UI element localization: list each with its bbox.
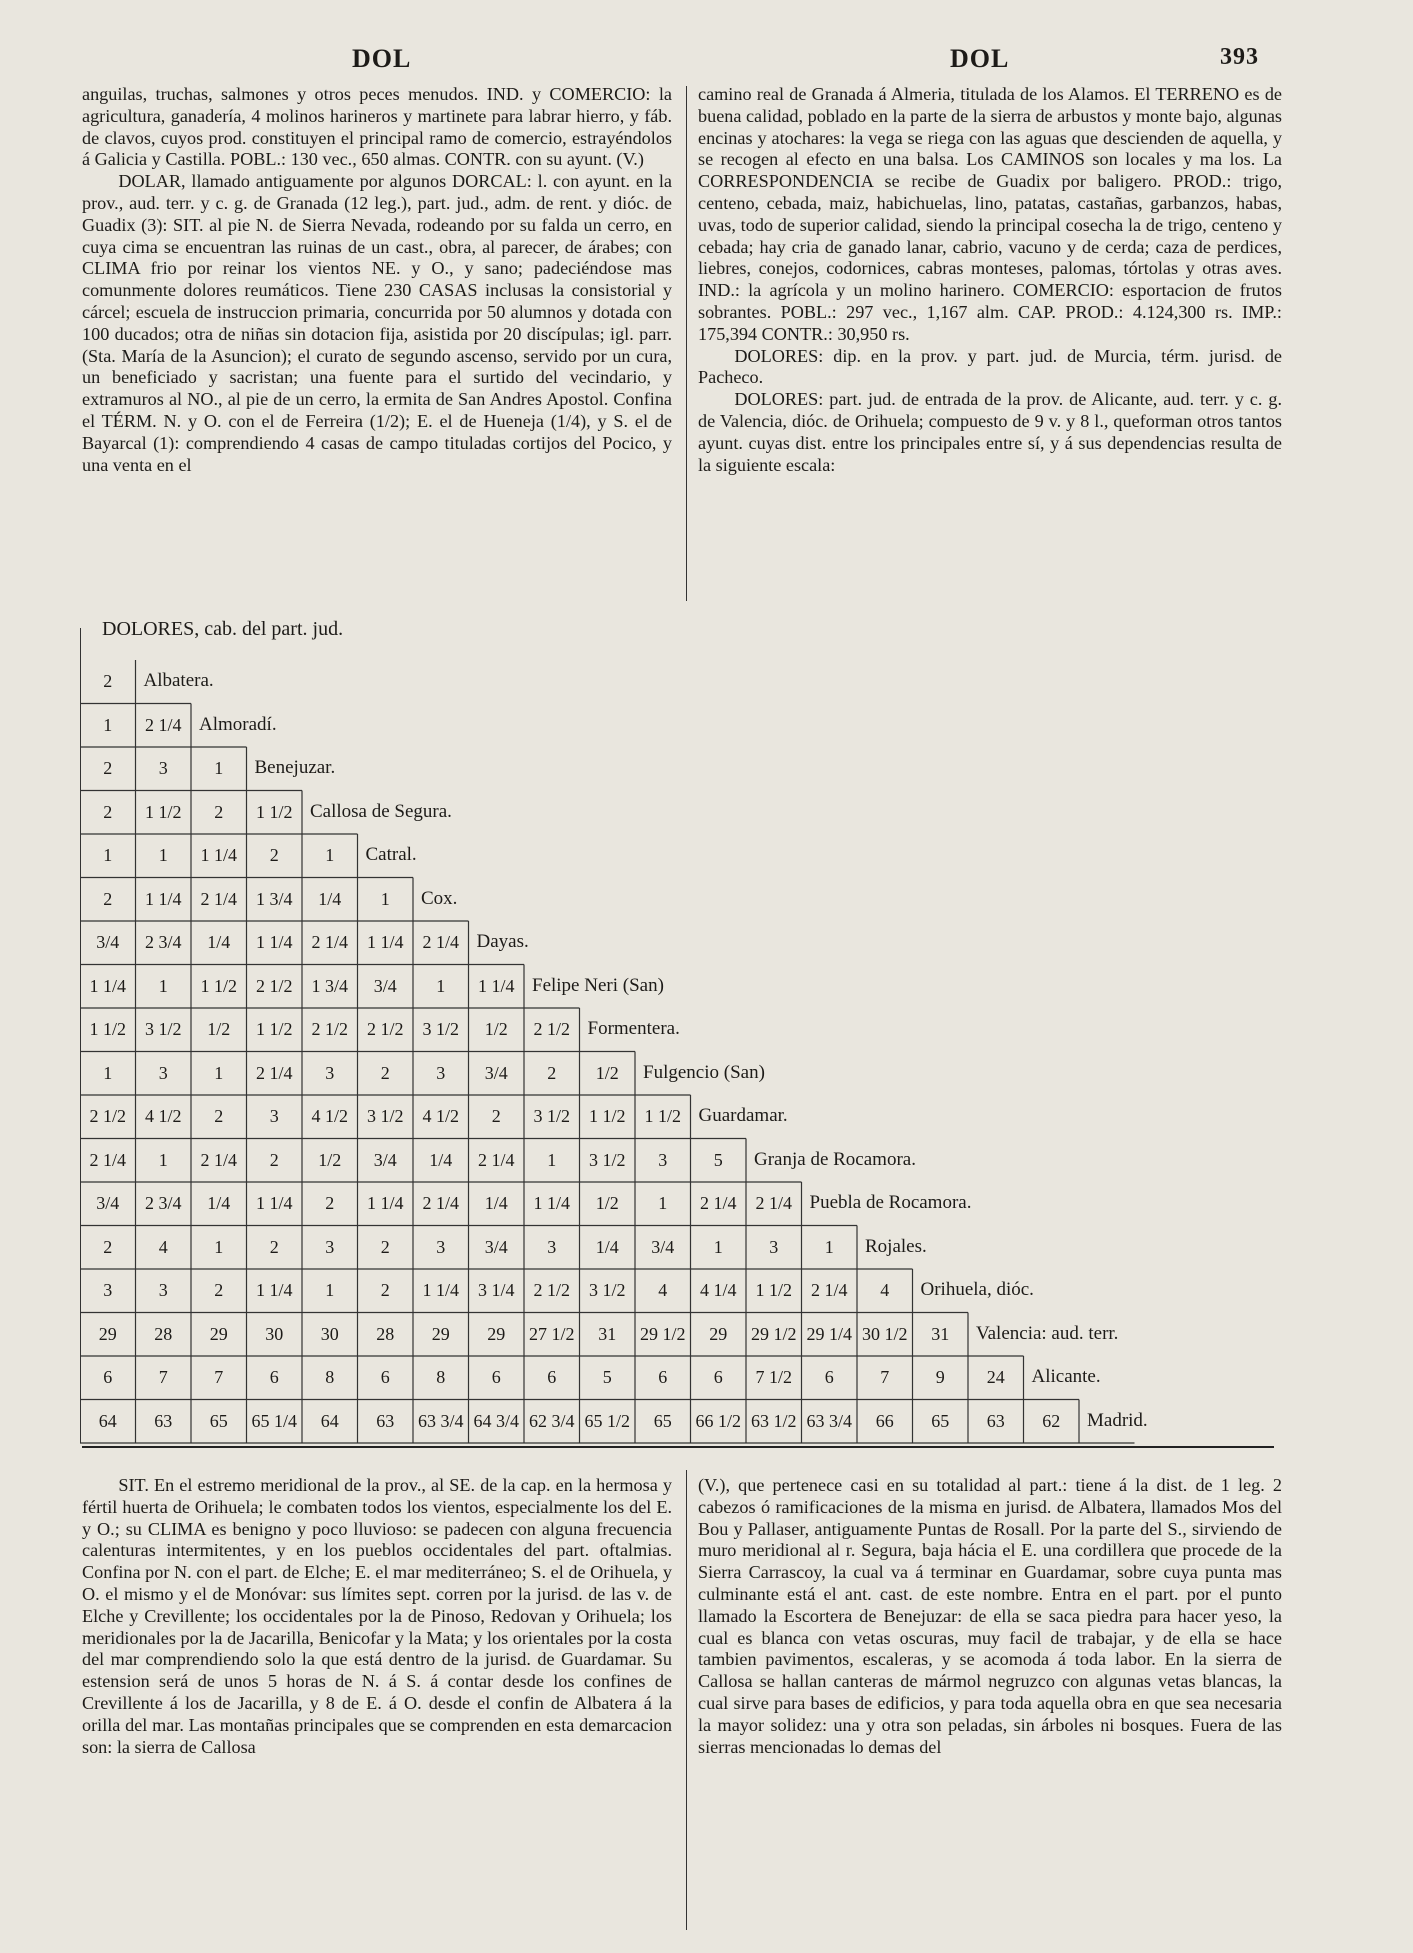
distance-cell: 28: [154, 1323, 173, 1344]
distance-row-label: Guardamar.: [698, 1105, 788, 1126]
distance-cell: 3 1/2: [588, 1149, 626, 1170]
distance-cell: 64 3/4: [473, 1410, 519, 1431]
distance-cell: 64: [320, 1410, 339, 1431]
distance-table-title: DOLORES, cab. del part. jud.: [102, 618, 344, 640]
distance-row-label: Almoradí.: [199, 713, 277, 735]
distance-cell: 1 1/4: [255, 932, 293, 952]
distance-cell: 1: [547, 1149, 557, 1170]
distance-cell: 5: [713, 1149, 723, 1170]
distance-cell: 3: [769, 1236, 779, 1257]
distance-cell: 1/2: [207, 1019, 231, 1039]
distance-cell: 2 1/4: [477, 1149, 515, 1170]
distance-cell: 3: [269, 1106, 279, 1126]
distance-cell: 2: [269, 1236, 279, 1257]
distance-cell: 3 1/2: [366, 1106, 404, 1126]
distance-cell: 30 1/2: [861, 1323, 908, 1344]
distance-row-label: Granja de Rocamora.: [754, 1148, 916, 1170]
distance-cell: 2: [103, 758, 113, 778]
distance-cell: 1 1/4: [422, 1280, 459, 1300]
distance-cell: 29 1/2: [639, 1323, 686, 1344]
paragraph: SIT. En el estremo meridional de la prov., al SE. de la cap. en la hermosa y fértil huerta de Orihuela; le combaten todos los vientos, especialmente los del E. y O.; su CLIMA es benigno y poco lluvioso: se padecen con alguna frecuencia calenturas intermitentes, y en los pueblos occidentales del part. oftalmias. Confina por N. con el part. de Elche; E. el mar mediterráneo; S. el de Orihuela, y O. el mismo y el de Monóvar: sus límites sept. corren por la jurisd. de las v. de Elche y Crevillente; los occidentales por la de Pinoso, Redovan y Orihuela; los meridionales por la de Jacarilla, Benicofar y la Mata; y los orientales por la costa del mar comprendiendo solo la que está dentro de la jurisd. de Guardamar. Su estension será de unos 5 horas de N. á S. á contar desde los confines de Crevillente á los de Jacarilla, y 8 de E. á O. desde el confin de Albatera á la orilla del mar. Las montañas principales que se comprenden en esta demarcacion son: la sierra de Callosa: [82, 1475, 672, 1757]
distance-cell: 2 1/2: [533, 1019, 570, 1039]
distance-cell: 65 1/2: [584, 1410, 630, 1431]
distance-cell: 1: [103, 1062, 113, 1083]
distance-cell: 4 1/2: [311, 1106, 348, 1126]
distance-cell: 7: [158, 1367, 168, 1387]
distance-cell: 63: [376, 1410, 395, 1431]
distance-cell: 24: [986, 1367, 1005, 1387]
distance-cell: 65: [209, 1410, 228, 1431]
distance-cell: 1 1/2: [588, 1106, 626, 1126]
distance-cell: 2: [380, 1280, 390, 1300]
column-divider: [686, 86, 687, 601]
distance-cell: 1 1/4: [89, 975, 126, 996]
distance-cell: 1 1/4: [533, 1193, 570, 1213]
distance-cell: 3: [325, 1062, 335, 1083]
distance-cell: 4 1/2: [144, 1106, 182, 1126]
distance-cell: 2 1/4: [755, 1193, 792, 1213]
distance-cell: 1: [158, 1149, 168, 1170]
distance-row-label: Rojales.: [865, 1235, 927, 1257]
distance-cell: 2 1/4: [311, 932, 348, 952]
distance-cell: 2 1/4: [144, 714, 182, 735]
distance-cell: 6: [103, 1367, 113, 1387]
distance-row-label: Alicante.: [1031, 1366, 1101, 1387]
distance-cell: 30: [265, 1323, 284, 1344]
distance-cell: 2: [103, 1236, 113, 1257]
distance-cell: 4: [158, 1236, 168, 1257]
distance-cell: 6: [269, 1367, 279, 1387]
distance-cell: 8: [325, 1367, 335, 1387]
distance-cell: 3/4: [484, 1236, 508, 1257]
distance-row-label: Fulgencio (San): [643, 1061, 765, 1083]
distance-cell: 31: [931, 1323, 950, 1344]
distance-cell: 3: [158, 1280, 168, 1300]
distance-row-label: Catral.: [365, 844, 417, 865]
distance-cell: 6: [547, 1367, 557, 1387]
column-bottom-left: [82, 1475, 672, 1758]
column-top-left: [82, 84, 672, 476]
distance-cell: 7 1/2: [755, 1367, 792, 1387]
distance-cell: 28: [376, 1323, 395, 1344]
distance-cell: 29: [209, 1323, 228, 1344]
distance-cell: 3 1/4: [477, 1280, 515, 1300]
distance-cell: 3/4: [373, 975, 397, 996]
distance-cell: 2: [214, 1280, 224, 1300]
distance-cell: 7: [214, 1367, 224, 1387]
distance-cell: 3: [103, 1280, 113, 1300]
paragraph: anguilas, truchas, salmones y otros peces menudos. IND. y COMERCIO: la agricultura, ganadería, 4 molinos harineros y martinete para labrar hierro, y fáb. de clavos, cuyos prod. constituyen el principal ramo de comercio, estrayéndolos á Galicia y Castilla. POBL.: 130 vec., 650 almas. CONTR. con su ayunt. (V.): [82, 84, 672, 170]
distance-cell: 3/4: [484, 1062, 508, 1083]
distance-cell: 1: [214, 1236, 224, 1257]
distance-cell: 2 1/4: [422, 932, 459, 952]
distance-cell: 3/4: [651, 1236, 675, 1257]
distance-cell: 3: [325, 1236, 335, 1257]
distance-cell: 1: [436, 975, 446, 996]
distance-cell: 65: [931, 1410, 950, 1431]
distance-cell: 1/4: [318, 888, 342, 909]
distance-cell: 66 1/2: [695, 1410, 741, 1431]
distance-cell: 1/4: [207, 1193, 231, 1213]
distance-row-label: Orihuela, dióc.: [920, 1279, 1034, 1300]
distance-row-label: Formentera.: [587, 1018, 680, 1039]
distance-cell: 1 1/4: [477, 975, 515, 996]
distance-cell: 63: [154, 1410, 173, 1431]
distance-row-label: Valencia: aud. terr.: [976, 1322, 1119, 1344]
distance-cell: 2 1/4: [699, 1193, 737, 1213]
distance-row-label: Benejuzar.: [254, 757, 336, 778]
distance-cell: 1 1/4: [366, 932, 404, 952]
distance-cell: 2 1/4: [810, 1280, 848, 1300]
distance-row-label: Madrid.: [1087, 1409, 1148, 1431]
distance-cell: 1/2: [595, 1062, 619, 1083]
distance-cell: 1/2: [318, 1149, 342, 1170]
distance-cell: 1: [325, 845, 335, 865]
distance-cell: 3 1/2: [422, 1019, 459, 1039]
distance-cell: 2 1/4: [89, 1149, 126, 1170]
distance-cell: 1: [103, 845, 113, 865]
distance-cell: 29 1/2: [750, 1323, 797, 1344]
distance-row-label: Callosa de Segura.: [310, 800, 452, 822]
distance-cell: 2 1/2: [366, 1019, 404, 1039]
distance-cell: 2 3/4: [144, 1193, 182, 1213]
distance-cell: 1 3/4: [311, 975, 348, 996]
distance-cell: 5: [602, 1367, 612, 1387]
distance-cell: 66: [875, 1410, 894, 1431]
distance-cell: 1 1/2: [255, 1019, 293, 1039]
distance-cell: 3 1/2: [588, 1280, 626, 1300]
distance-cell: 1/2: [484, 1019, 508, 1039]
distance-cell: 29: [709, 1323, 728, 1344]
distance-cell: 63 3/4: [806, 1410, 852, 1431]
distance-cell: 2 1/4: [422, 1193, 459, 1213]
distance-cell: 2 1/4: [200, 888, 237, 909]
distance-cell: 1/4: [484, 1193, 508, 1213]
distance-cell: 2 3/4: [144, 932, 182, 952]
distance-cell: 2: [103, 671, 113, 691]
distance-cell: 63 1/2: [750, 1410, 797, 1431]
section-rule: [82, 1446, 1274, 1448]
distance-cell: 4 1/4: [699, 1280, 737, 1300]
distance-cell: 2 1/4: [200, 1149, 237, 1170]
column-divider: [686, 1470, 687, 1930]
distance-cell: 1: [158, 975, 168, 996]
distance-cell: 1 3/4: [255, 888, 293, 909]
distance-cell: 63 3/4: [417, 1410, 464, 1431]
distance-cell: 1: [214, 1062, 224, 1083]
distance-cell: 2 1/2: [533, 1280, 570, 1300]
distance-row-label: Cox.: [421, 887, 458, 909]
distance-cell: 31: [598, 1323, 617, 1344]
distance-cell: 1/4: [207, 932, 231, 952]
distance-cell: 6: [713, 1367, 723, 1387]
column-bottom-right: [698, 1475, 1282, 1758]
distance-cell: 29: [487, 1323, 506, 1344]
column-top-right: [698, 84, 1282, 476]
distance-cell: 1 1/2: [255, 801, 293, 822]
distance-cell: 64: [98, 1410, 117, 1431]
distance-cell: 2 1/2: [311, 1019, 348, 1039]
distance-cell: 29: [431, 1323, 450, 1344]
distance-cell: 2 1/2: [255, 975, 293, 996]
paragraph: (V.), que pertenece casi en su totalidad al part.: tiene á la dist. de 1 leg. 2 cabezos ó ramificaciones de la misma en jurisd. de Albatera, llamados Mos del Bou y Pallaser, antiguamente Puntas de Rosall. Por la parte del S., sirviendo de muro meridional al r. Segura, baja hácia el E. una cordillera que procede de la Sierra Carrascoy, la cual va á terminar en Guardamar, sobre cuya punta mas culminante está el ant. cast. de este nombre. Entra en el part. por el punto llamado la Escortera de Benejuzar: de ella se saca piedra para hacer yeso, la cual es blanca con vetas oscuras, muy facil de trabajar, y de ella se hace tambien pavimentos, escaleras, y se acomoda á toda labor. En la sierra de Callosa se hallan canteras de mármol negruzco con algunas vetas blancas, la cual sirve para bases de edificios, y para toda aquella obra en que sea necesaria la mayor solidez: una y otra son peladas, sin árboles ni bosques. Fuera de las sierras mencionadas lo demas del: [698, 1475, 1282, 1757]
distance-cell: 1 1/4: [255, 1193, 293, 1213]
distance-cell: 1 1/2: [144, 801, 182, 822]
distance-cell: 6: [491, 1367, 501, 1387]
distance-row-label: Puebla de Rocamora.: [809, 1192, 972, 1213]
distance-cell: 1/4: [595, 1236, 619, 1257]
distance-cell: 1: [325, 1280, 335, 1300]
distance-cell: 2: [269, 845, 279, 865]
distance-cell: 2: [103, 801, 113, 822]
distance-cell: 2: [325, 1193, 335, 1213]
distance-cell: 2: [214, 801, 224, 822]
distance-cell: 65: [653, 1410, 672, 1431]
distance-cell: 2: [380, 1062, 390, 1083]
distance-cell: 65 1/4: [251, 1410, 297, 1431]
distance-cell: 1: [158, 845, 168, 865]
distance-cell: 3/4: [96, 932, 120, 952]
distance-cell: 4: [880, 1280, 890, 1300]
distance-cell: 2: [103, 888, 113, 909]
distance-cell: 1: [658, 1193, 668, 1213]
distance-cell: 2 1/2: [89, 1106, 126, 1126]
distance-cell: 1 1/2: [89, 1019, 126, 1039]
distance-cell: 1 1/4: [144, 888, 182, 909]
paragraph: DOLAR, llamado antiguamente por algunos DORCAL: l. con ayunt. en la prov., aud. terr. y c. g. de Granada (12 leg.), part. jud., adm. de rent. y dióc. de Guadix (3): SIT. al pie N. de Sierra Nevada, rodeando por su falda un cerro, en cuya cima se encuentran las ruinas de un cast., obra, al parecer, de árabes; con CLIMA frio por reinar los vientos NE. y O., y sano; padeciéndose mas comunmente dolores reumáticos. Tiene 230 CASAS inclusas la consistorial y cárcel; escuela de instruccion primaria, concurrida por 50 alumnos y dotada con 100 ducados; otra de niñas sin dotacion fija, asistida por 20 discípulas; igl. parr. (Sta. María de la Asuncion); el curato de segundo ascenso, servido por un cura, un beneficiado y sacristan; una fuente para el surtido del vecindario, y extramuros al NO., al pie de un cerro, la ermita de San Andres Apostol. Confina el TÉRM. N. y O. con el de Ferreira (1/2); E. el de Hueneja (1/4), y S. el de Bayarcal (1): comprendiendo 4 casas de campo tituladas cortijos del Pocico, y una venta en el: [82, 171, 672, 475]
distance-cell: 62: [1042, 1410, 1061, 1431]
paragraph: DOLORES: part. jud. de entrada de la prov. de Alicante, aud. terr. y c. g. de Valencia, dióc. de Orihuela; compuesto de 9 v. y 8 l., queforman otros tantos ayunt. cuyas dist. entre los principales entre sí, y á sus dependencias resulta de la siguiente escala:: [698, 389, 1282, 475]
distance-cell: 1 1/4: [200, 845, 237, 865]
distance-cell: 1/2: [595, 1193, 619, 1213]
distance-cell: 3/4: [373, 1149, 397, 1170]
distance-cell: 6: [658, 1367, 668, 1387]
distance-cell: 2: [269, 1149, 279, 1170]
distance-cell: 2 1/4: [255, 1062, 293, 1083]
distance-cell: 1 1/4: [366, 1193, 404, 1213]
distance-cell: 2: [491, 1106, 501, 1126]
distance-cell: 1 1/4: [255, 1280, 293, 1300]
distance-cell: 4: [658, 1280, 668, 1300]
distance-cell: 2: [380, 1236, 390, 1257]
distance-cell: 2: [214, 1106, 224, 1126]
distance-cell: 62 3/4: [528, 1410, 575, 1431]
distance-cell: 63: [986, 1410, 1005, 1431]
distance-cell: 3: [436, 1236, 446, 1257]
distance-cell: 7: [880, 1367, 890, 1387]
distance-cell: 3/4: [96, 1193, 120, 1213]
distance-row-label: Dayas.: [476, 931, 529, 952]
distance-cell: 3: [436, 1062, 446, 1083]
distance-cell: 3: [158, 1062, 168, 1083]
distance-table: [80, 618, 1280, 1448]
distance-cell: 1: [380, 888, 390, 909]
distance-cell: 29: [98, 1323, 117, 1344]
distance-cell: 3: [158, 758, 168, 778]
running-head-left: DOL: [352, 44, 412, 73]
distance-cell: 3: [547, 1236, 557, 1257]
page-number: 393: [1220, 44, 1259, 70]
distance-cell: 1: [713, 1236, 723, 1257]
distance-cell: 1 1/2: [755, 1280, 792, 1300]
distance-row-label: Albatera.: [143, 670, 214, 691]
paragraph: DOLORES: dip. en la prov. y part. jud. de Murcia, térm. jurisd. de Pacheco.: [698, 345, 1282, 388]
distance-cell: 27 1/2: [528, 1323, 575, 1344]
distance-row-label: Felipe Neri (San): [532, 974, 664, 996]
distance-cell: 1/4: [429, 1149, 453, 1170]
distance-cell: 1: [214, 758, 224, 778]
distance-cell: 6: [824, 1367, 834, 1387]
distance-cell: 8: [436, 1367, 446, 1387]
distance-cell: 29 1/4: [806, 1323, 852, 1344]
distance-cell: 1: [824, 1236, 834, 1257]
distance-cell: 3 1/2: [533, 1106, 570, 1126]
distance-cell: 3: [658, 1149, 668, 1170]
distance-cell: 30: [320, 1323, 339, 1344]
distance-cell: 3 1/2: [144, 1019, 182, 1039]
paragraph: camino real de Granada á Almeria, titulada de los Alamos. El TERRENO es de buena calidad, poblado en la parte de la sierra de arbustos y monte bajo, algunas encinas y atochares: la vega se riega con las aguas que descienden de aquella, y se recogen al efecto en una balsa. Los CAMINOS son locales y ma los. La CORRESPONDENCIA se recibe de Guadix por baligero. PROD.: trigo, centeno, cebada, maiz, habichuelas, lino, patatas, castañas, garbanzos, habas, uvas, todo de superior calidad, siendo la principal cosecha la de trigo, centeno y cebada; hay cria de ganado lanar, cabrio, vacuno y de cerda; caza de perdices, liebres, conejos, codornices, cabras monteses, palomas, tórtolas y otras aves. IND.: la agrícola y un molino harinero. COMERCIO: esportacion de frutos sobrantes. POBL.: 297 vec., 1,167 alm. CAP. PROD.: 4.124,300 rs. IMP.: 175,394 CONTR.: 30,950 rs.: [698, 84, 1282, 344]
distance-cell: 2: [547, 1062, 557, 1083]
distance-cell: 4 1/2: [422, 1106, 459, 1126]
distance-cell: 1 1/2: [644, 1106, 681, 1126]
running-head-right: DOL: [950, 44, 1010, 73]
distance-cell: 1 1/2: [200, 975, 237, 996]
distance-cell: 6: [380, 1367, 390, 1387]
distance-cell: 1: [103, 714, 113, 735]
distance-cell: 9: [935, 1367, 945, 1387]
